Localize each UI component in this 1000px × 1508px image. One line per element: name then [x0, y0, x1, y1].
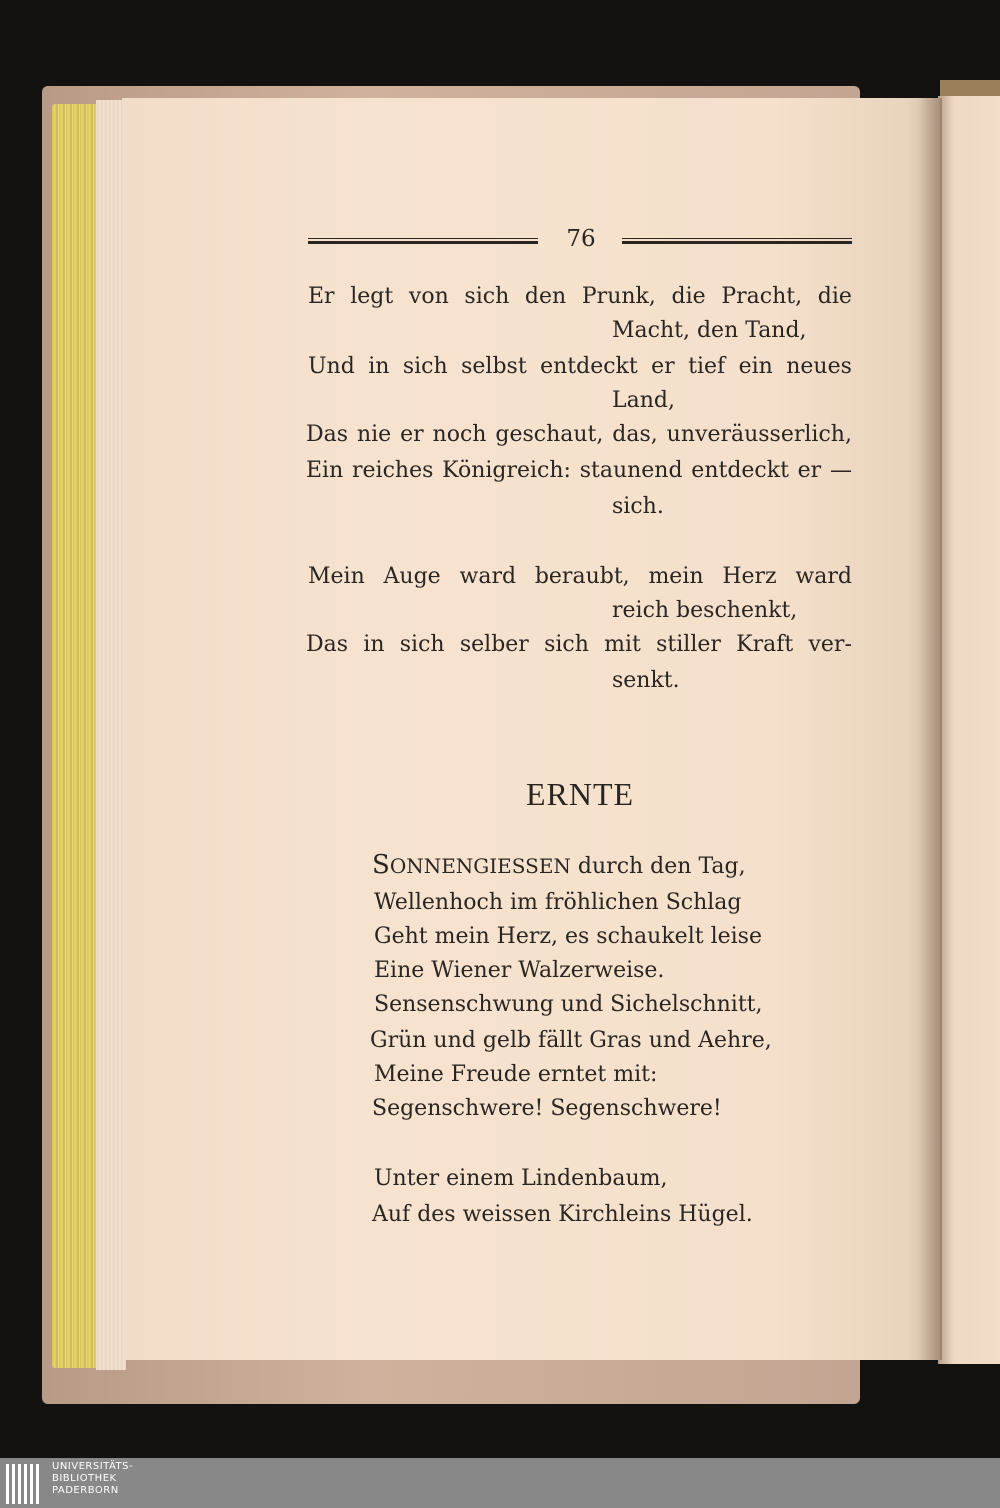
verse-word: unveräusserlich,	[666, 422, 852, 447]
verse-word: sich	[402, 354, 448, 379]
verse-word: in	[363, 632, 385, 657]
verse-line	[306, 456, 852, 486]
verse-word: das,	[612, 422, 658, 447]
verse-word: die	[671, 284, 706, 309]
verse-line	[306, 630, 852, 660]
verse-word: von	[408, 284, 449, 309]
verse-word: legt	[350, 284, 394, 309]
verse-line: Macht, den Tand,	[612, 318, 807, 343]
verse-line: reich beschenkt,	[612, 598, 798, 623]
library-name-line2: BIBLIOTHEK	[52, 1473, 117, 1484]
poem-title: ERNTE	[525, 776, 635, 812]
verse-line: Wellenhoch im fröhlichen Schlag	[374, 890, 742, 915]
verse-word: ward	[795, 564, 852, 589]
verse-word: Das	[306, 632, 349, 657]
verse-word: Auge	[383, 564, 441, 589]
library-logo-icon	[6, 1464, 44, 1504]
verse-word: selbst	[461, 354, 527, 379]
verse-word: —	[829, 458, 852, 483]
verse-word: Herz	[722, 564, 777, 589]
verse-word: reiches	[352, 458, 434, 483]
verse-word: Das	[306, 422, 349, 447]
verse-word: ward	[459, 564, 517, 589]
verse-word: geschaut,	[495, 422, 604, 447]
verse-line	[308, 352, 852, 382]
verse-word: die	[817, 284, 852, 309]
verse-word: stiller	[656, 632, 721, 657]
verse-word: in	[368, 354, 390, 379]
verse-line: Meine Freude erntet mit:	[374, 1062, 658, 1087]
verse-word: beraubt,	[534, 564, 630, 589]
library-name-line1: UNIVERSITÄTS-	[52, 1461, 134, 1472]
verse-line: Land,	[612, 388, 675, 413]
drop-cap: S	[372, 850, 390, 880]
verse-word: entdeckt	[540, 354, 638, 379]
library-name-line3: PADERBORN	[52, 1485, 119, 1496]
verse-word: Kraft	[736, 632, 794, 657]
verse-line	[306, 420, 852, 450]
small-caps-word: ONNENGIESSEN	[389, 854, 571, 878]
facing-page	[938, 96, 1000, 1364]
verse-line	[308, 282, 852, 312]
verse-word: staunend	[579, 458, 683, 483]
verse-word: er	[400, 422, 424, 447]
verse-word: mit	[604, 632, 641, 657]
spine-shadow	[918, 98, 942, 1360]
verse-line: Segenschwere! Segenschwere!	[372, 1096, 722, 1121]
verse-word: Königreich:	[442, 458, 571, 483]
verse-word: mein	[648, 564, 704, 589]
verse-word: noch	[432, 422, 487, 447]
verse-line: Unter einem Lindenbaum,	[374, 1166, 668, 1191]
verse-word: ver-	[808, 632, 852, 657]
verse-word: den	[524, 284, 567, 309]
page-number: 76	[566, 226, 596, 252]
verse-word: ein	[738, 354, 773, 379]
verse-word: sich	[399, 632, 445, 657]
verse-word: Ein	[306, 458, 344, 483]
verse-word: Pracht,	[721, 284, 803, 309]
verse-word: Und	[308, 354, 355, 379]
verse-word: Er	[308, 284, 335, 309]
verse-line: Grün und gelb fällt Gras und Aehre,	[370, 1028, 772, 1053]
verse-word: nie	[356, 422, 392, 447]
verse-word: entdeckt	[691, 458, 789, 483]
verse-word: er	[651, 354, 675, 379]
verse-line: senkt.	[612, 668, 680, 693]
verse-line: Geht mein Herz, es schaukelt leise	[374, 924, 762, 949]
verse-word: er	[797, 458, 822, 483]
verse-line: sich.	[612, 494, 664, 519]
header-rule-right	[622, 238, 852, 244]
verse-word: Mein	[308, 564, 365, 589]
verse-word: selber	[459, 632, 529, 657]
verse-word: neues	[786, 354, 852, 379]
verse-line: Sensenschwung und Sichelschnitt,	[374, 992, 763, 1017]
library-footer	[0, 1458, 1000, 1508]
verse-word: sich	[464, 284, 510, 309]
first-line-rest: durch den Tag,	[570, 854, 746, 879]
header-rule-left	[308, 238, 538, 244]
verse-line: Auf des weissen Kirchleins Hügel.	[372, 1202, 753, 1227]
verse-line-first	[372, 850, 746, 882]
verse-word: tief	[688, 354, 726, 379]
verse-word: sich	[544, 632, 589, 657]
verse-line: Eine Wiener Walzerweise.	[374, 958, 665, 983]
verse-word: Prunk,	[581, 284, 656, 309]
verse-line	[308, 562, 852, 592]
